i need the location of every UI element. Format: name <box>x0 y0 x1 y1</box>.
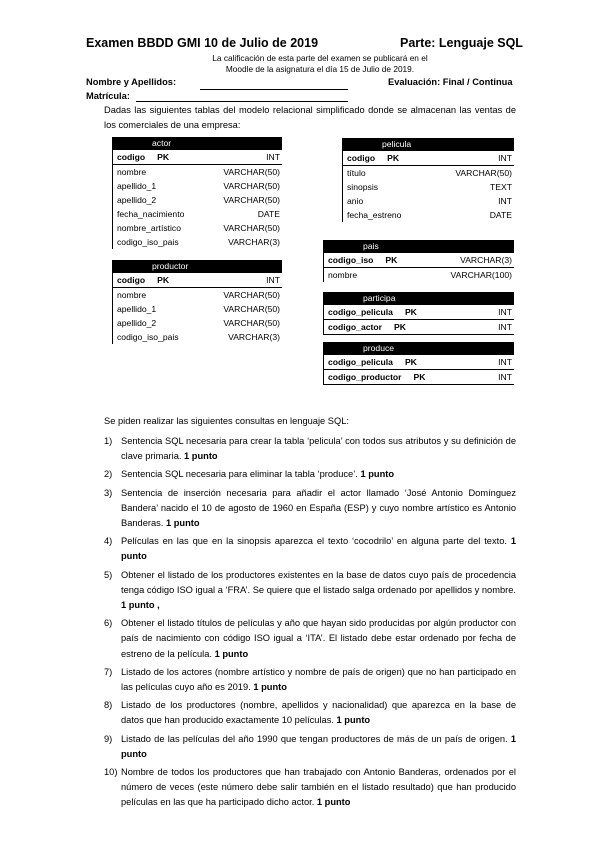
column-name: apellido_1 <box>117 304 157 314</box>
table-row <box>323 305 514 320</box>
column-type: INT <box>498 196 512 206</box>
column-name: sinopsis <box>347 182 379 192</box>
column-type: INT <box>498 307 512 317</box>
table-row <box>323 355 514 370</box>
table-actor <box>112 137 282 249</box>
exam-title: Examen BBDD GMI 10 de Julio de 2019 <box>86 36 319 50</box>
table-row <box>112 330 282 344</box>
table-row <box>342 151 514 166</box>
question-points: 1 punto <box>360 469 395 480</box>
table-header: produce <box>323 342 514 355</box>
column-type: VARCHAR(3) <box>228 237 280 247</box>
question-number: 4) <box>104 536 113 547</box>
column-type: VARCHAR(100) <box>450 270 512 280</box>
table-row <box>342 180 514 194</box>
table-row <box>112 302 282 316</box>
primary-key-marker: PK <box>404 307 417 317</box>
table-row <box>112 207 282 221</box>
column-name: codigo <box>117 152 146 162</box>
questions-intro: Se piden realizar las siguientes consultas en lenguaje SQL: <box>104 416 349 426</box>
note-line-2: Moodle de la asignatura el día 15 de Julio de 2019. <box>225 64 415 74</box>
table-header: pais <box>323 240 514 253</box>
table-row <box>342 194 514 208</box>
column-name: apellido_1 <box>117 181 157 191</box>
table-produce <box>323 342 514 385</box>
column-name: codigo_iso <box>328 255 374 265</box>
question-points: 1 punto , <box>121 600 160 611</box>
column-type: INT <box>266 152 280 162</box>
table-row <box>112 235 282 249</box>
table-header: productor <box>112 260 282 273</box>
question-points: 1 punto <box>253 682 287 693</box>
question-text: Listado de las películas del año 1990 que tengan productores de más de un país de origen. <box>121 733 508 744</box>
question-text: Sentencia SQL necesaria para crear la tabla ‘pelicula’ con todos sus atributos y su definición de clave primaria. <box>121 436 516 462</box>
question-points: 1 punto <box>214 648 249 659</box>
column-type: VARCHAR(50) <box>455 168 512 178</box>
column-name: apellido_2 <box>117 318 157 328</box>
table-participa <box>323 292 514 335</box>
table-row <box>112 288 282 302</box>
question-text: Listado de los actores (nombre artístico y nombre de país de origen) que no han participado en las películas cuyo año es 2019. <box>121 666 516 693</box>
question-text: Películas en las que en la sinopsis aparezca el texto ‘cocodrilo’ en alguna parte del texto. <box>121 536 507 547</box>
primary-key-marker: PK <box>387 153 400 163</box>
column-type: DATE <box>257 209 280 219</box>
question-item <box>104 534 516 564</box>
question-points: 1 punto <box>121 536 516 562</box>
column-type: INT <box>266 275 280 285</box>
table-row <box>323 370 514 385</box>
column-type: DATE <box>489 210 512 220</box>
column-name: codigo_pelicula <box>328 357 393 367</box>
column-type: INT <box>498 357 512 367</box>
table-row <box>112 221 282 235</box>
question-number: 9) <box>104 733 113 744</box>
column-name: nombre <box>328 270 358 280</box>
question-item <box>104 616 516 662</box>
question-number: 5) <box>104 569 113 580</box>
table-header: pelicula <box>342 138 514 151</box>
question-points: 1 punto <box>316 797 351 808</box>
question-number: 8) <box>104 700 113 711</box>
name-field-line[interactable] <box>200 89 348 90</box>
table-header: participa <box>323 292 514 305</box>
column-name: codigo_iso_pais <box>117 332 179 342</box>
table-row <box>323 253 514 268</box>
primary-key-marker: PK <box>393 322 406 332</box>
question-item <box>104 765 516 811</box>
question-text: Obtener el listado títulos de películas y año que hayan sido producidas por algún productor con país de nacimiento con código ISO igual a ‘ITA’. El listado debe estar ordenado por fecha de estreno de la película. <box>121 618 516 659</box>
column-type: INT <box>498 372 512 382</box>
table-row <box>323 320 514 335</box>
question-item <box>104 698 516 728</box>
question-item <box>104 665 516 695</box>
column-name: fecha_estreno <box>347 210 402 220</box>
column-type: VARCHAR(50) <box>223 290 280 300</box>
question-points: 1 punto <box>165 518 200 529</box>
primary-key-marker: PK <box>157 275 170 285</box>
column-name: codigo_iso_pais <box>117 237 179 247</box>
table-row <box>342 166 514 180</box>
column-type: VARCHAR(3) <box>460 255 512 265</box>
question-number: 1) <box>104 436 113 446</box>
enrollment-field-line[interactable] <box>136 101 348 102</box>
question-text: Listado de los productores (nombre, apellidos y nacionalidad) que aparezca en la base de datos que han producido exactamente 10 películas. <box>121 700 516 726</box>
table-row <box>112 193 282 207</box>
primary-key-marker: PK <box>385 255 398 265</box>
table-row <box>112 179 282 193</box>
column-name: anio <box>347 196 364 206</box>
column-name: codigo_actor <box>328 322 382 332</box>
question-number: 10) <box>104 767 118 778</box>
intro-paragraph: Dadas las siguientes tablas del modelo relacional simplificado donde se almacenan las ventas de los comerciales de una empresa: <box>104 105 516 130</box>
table-header: actor <box>112 137 282 150</box>
column-type: VARCHAR(50) <box>223 195 280 205</box>
column-name: nombre <box>117 290 147 300</box>
question-number: 7) <box>104 666 113 677</box>
column-type: VARCHAR(3) <box>228 332 280 342</box>
name-label: Nombre y Apellidos: <box>86 77 177 87</box>
question-number: 2) <box>104 469 113 480</box>
table-row <box>112 165 282 179</box>
question-item <box>104 486 516 532</box>
table-pelicula <box>342 138 514 222</box>
question-item <box>104 434 516 464</box>
question-text: Obtener el listado de los productores existentes en la base de datos cuyo país de procedencia tenga código ISO igual a ‘FRA’. Se quiere que el listado salga ordenado por apellidos y nombre. <box>121 569 516 595</box>
enrollment-label: Matrícula: <box>86 91 130 101</box>
column-name: nombre <box>117 167 147 177</box>
question-number: 6) <box>104 618 113 629</box>
column-name: apellido_2 <box>117 195 157 205</box>
column-type: INT <box>498 153 512 163</box>
question-points: 1 punto <box>184 451 218 462</box>
question-text: Sentencia SQL necesaria para eliminar la tabla ‘produce’. <box>121 469 358 480</box>
column-name: codigo_pelicula <box>328 307 393 317</box>
column-type: INT <box>498 322 512 332</box>
column-name: codigo <box>117 275 146 285</box>
column-name: nombre_artístico <box>117 223 182 233</box>
primary-key-marker: PK <box>157 152 170 162</box>
question-text: Sentencia de inserción necesaria para añadir el actor llamado ‘José Antonio Domínguez Bandera’ nacido el 10 de agosto de 1960 en España (ESP) y cuyo nombre artístico es Antonio Banderas. <box>121 487 516 529</box>
question-number: 3) <box>104 487 113 498</box>
column-type: VARCHAR(50) <box>223 223 280 233</box>
table-row <box>342 208 514 222</box>
question-points: 1 punto <box>121 733 516 759</box>
column-name: codigo <box>347 153 376 163</box>
question-text: Nombre de todos los productores que han trabajado con Antonio Banderas, ordenados por el número de veces (este número debe salir también en el listado resultado) que han producido películas en las que ha participado dicho actor. <box>121 767 516 808</box>
note-line-1: La calificación de esta parte del examen se publicará en el <box>212 53 428 63</box>
primary-key-marker: PK <box>413 372 426 382</box>
column-type: TEXT <box>490 182 512 192</box>
primary-key-marker: PK <box>404 357 417 367</box>
question-item <box>104 732 516 762</box>
question-item <box>104 467 516 482</box>
table-row <box>112 273 282 288</box>
column-type: VARCHAR(50) <box>223 304 280 314</box>
table-row <box>323 268 514 282</box>
column-name: codigo_productor <box>328 372 402 382</box>
column-type: VARCHAR(50) <box>223 318 280 328</box>
column-name: título <box>347 168 366 178</box>
question-list <box>104 434 516 814</box>
column-type: VARCHAR(50) <box>223 181 280 191</box>
table-productor <box>112 260 282 344</box>
evaluation-label: Evaluación: Final / Continua <box>388 77 513 87</box>
column-type: VARCHAR(50) <box>223 167 280 177</box>
table-pais <box>323 240 514 282</box>
question-item <box>104 568 516 614</box>
exam-part: Parte: Lenguaje SQL <box>400 36 523 50</box>
table-row <box>112 316 282 330</box>
table-row <box>112 150 282 165</box>
column-name: fecha_nacimiento <box>117 209 185 219</box>
question-points: 1 punto <box>336 715 371 726</box>
